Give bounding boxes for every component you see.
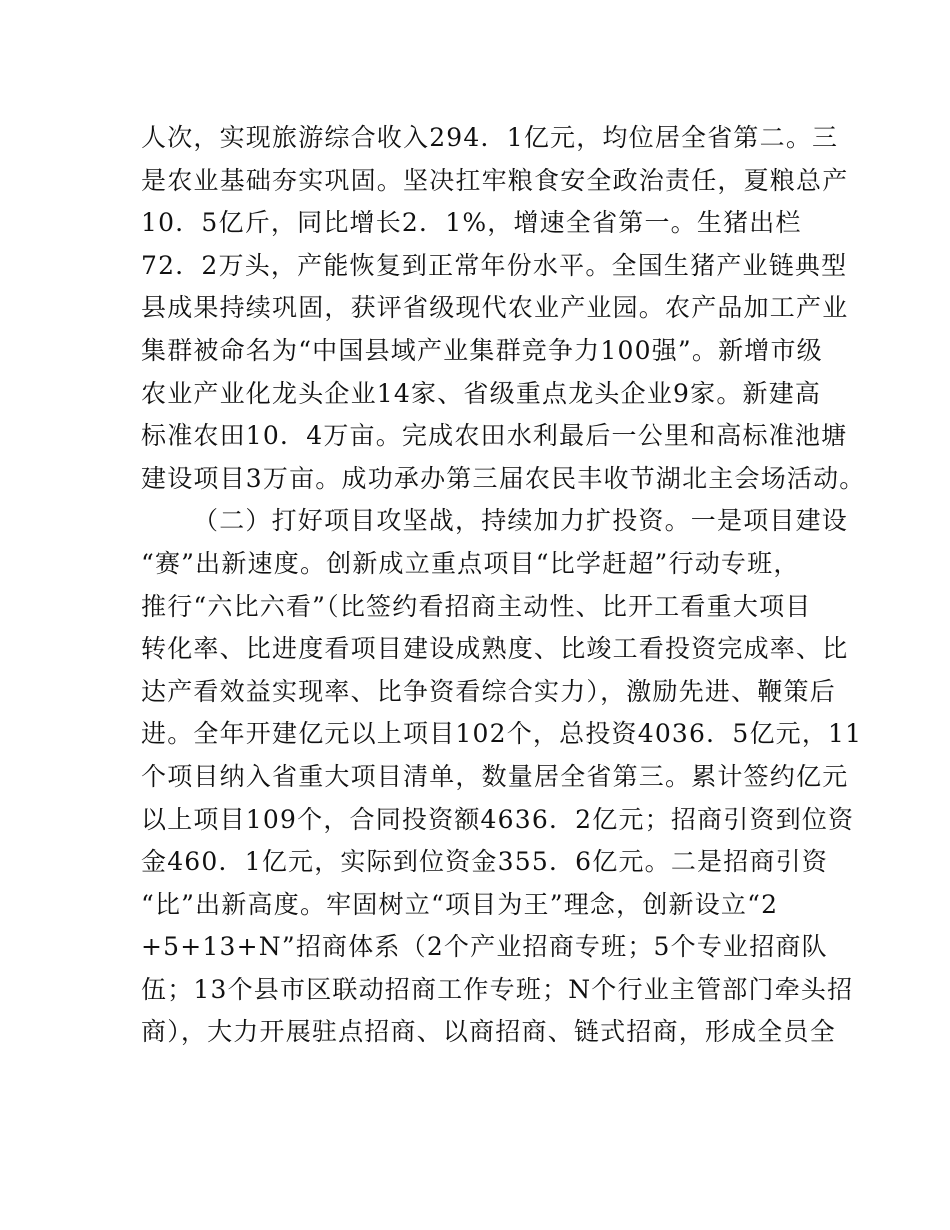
text-line: “赛”出新速度。创新成立重点项目“比学赶超”行动专班， [141,548,800,578]
text-line: 个项目纳入省重大项目清单，数量居全省第三。累计签约亿元 [141,761,849,791]
text-line: 10．5亿斤，同比增长2．1%，增速全省第一。生猪出栏 [141,208,802,238]
text-line: 推行“六比六看”（比签约看招商主动性、比开工看重大项目 [141,591,812,621]
text-line: 建设项目3万亩。成功承办第三届农民丰收节湖北主会场活动。 [141,463,866,493]
text-line: 伍；13个县市区联动招商工作专班；N个行业主管部门牵头招 [141,974,854,1004]
text-line: 是农业基础夯实巩固。坚决扛牢粮食安全政治责任，夏粮总产 [141,165,849,195]
text-line: 农业产业化龙头企业14家、省级重点龙头企业9家。新建高 [141,378,822,408]
text-line: 标准农田10．4万亩。完成农田水利最后一公里和高标准池塘 [141,421,848,451]
text-line: 72．2万头，产能恢复到正常年份水平。全国生猪产业链典型 [141,250,848,280]
text-line: 转化率、比进度看项目建设成熟度、比竣工看投资完成率、比 [141,634,849,664]
body-text [141,117,866,1054]
text-line: 集群被命名为“中国县域产业集群竞争力100强”。新增市级 [141,335,823,365]
text-line: 县成果持续巩固，获评省级现代农业产业园。农产品加工产业 [141,293,849,323]
text-line: 金460．1亿元，实际到位资金355．6亿元。二是招商引资 [141,847,829,877]
text-line: 人次，实现旅游综合收入294．1亿元，均位居全省第二。三 [141,123,839,152]
text-line: 达产看效益实现率、比争资看综合实力），激励先进、鞭策后 [141,676,836,706]
text-line: 以上项目109个，合同投资额4636．2亿元；招商引资到位资 [141,804,855,834]
text-line: +5+13+N”招商体系（2个产业招商专班；5个专业招商队 [141,932,828,962]
text-line: 商），大力开展驻点招商、以商招商、链式招商，形成全员全 [141,1017,836,1047]
paragraph-start-line: （二）打好项目攻坚战，持续加力扩投资。一是项目建设 [193,506,849,536]
text-line: “比”出新高度。牢固树立“项目为王”理念，创新设立“2 [141,889,779,919]
text-line: 进。全年开建亿元以上项目102个，总投资4036．5亿元，11 [141,719,863,749]
